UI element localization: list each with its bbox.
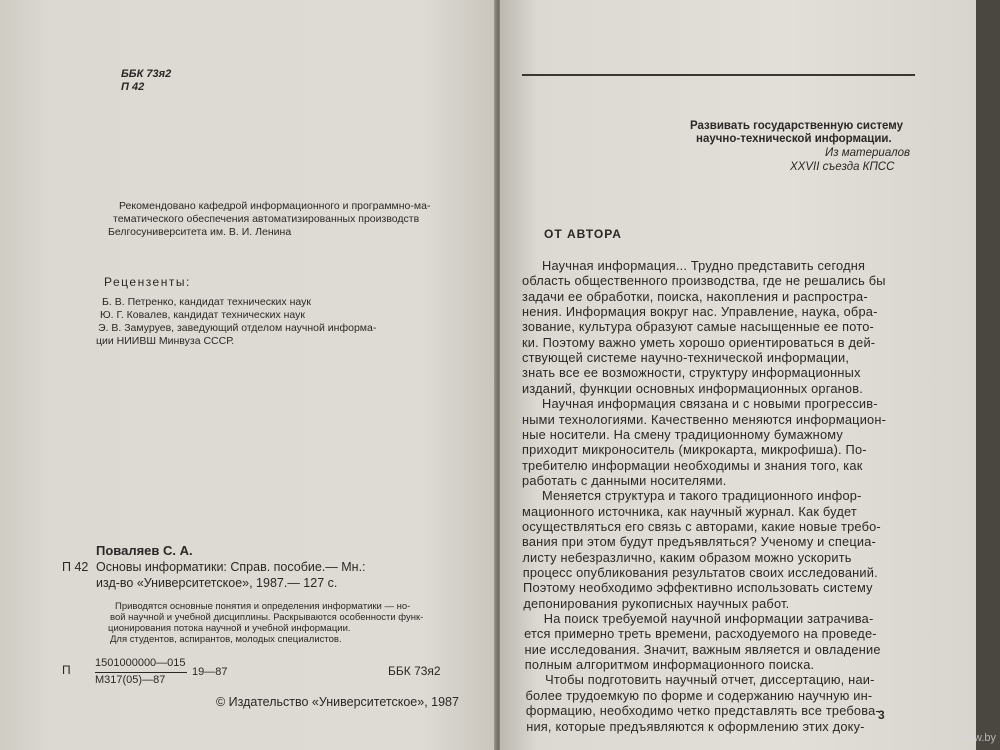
body-line: На поиск требуемой научной информации затрачива- — [543, 611, 874, 627]
catalog-line: изд-во «Университетское», 1987.— 127 с. — [96, 576, 338, 590]
bbk-code: ББК 73я2 — [121, 68, 172, 80]
body-line: знать все ее возможности, структуру информационных — [522, 365, 861, 381]
body-line: Научная информация... Трудно представить сегодня — [542, 258, 866, 273]
body-line: требителю информации необходимы и знания того, как — [522, 457, 863, 473]
reviewer: Б. В. Петренко, кандидат технических наук — [102, 296, 311, 308]
body-line: Поэтому необходимо эффективно использовать систему — [523, 580, 873, 596]
body-line: процесс опубликования результатов своих исследований. — [522, 565, 878, 580]
annotation-line: вой научной и учебной дисциплины. Раскрываются особенности функ- — [110, 612, 424, 623]
bbk-bottom: ББК 73я2 — [388, 664, 441, 678]
body-line: полным алгоритмом информационного поиска. — [524, 657, 815, 673]
left-page — [0, 0, 496, 750]
body-line: более трудоемкую по форме и содержанию научную ин- — [525, 687, 873, 703]
body-line: депонирования рукописных научных работ. — [523, 595, 790, 611]
page-number: 3 — [878, 708, 885, 722]
body-line: мационного источника, как научный журнал. Как будет — [522, 503, 857, 519]
body-line: приходит микроноситель (микрокарта, микрофиша). По- — [522, 442, 867, 458]
background-edge — [976, 0, 1000, 750]
body-line: задачи ее обработки, поиска, накопления и распростра- — [522, 288, 868, 304]
shelf-code: П 42 — [121, 81, 145, 93]
reviewers-heading: Рецензенты: — [104, 275, 191, 289]
catalog-index: П 42 — [62, 560, 89, 574]
body-line: изданий, функции основных информационных органов. — [522, 380, 863, 396]
body-line: нения. Информация вокруг нас. Управление, наука, обра- — [522, 304, 878, 320]
body-line: зование, культура образуют самые насыщенные ее пото- — [522, 319, 875, 335]
epigraph-line: научно-технической информации. — [696, 133, 892, 145]
body-line: ния, которые предъявляются к оформлению этих доку- — [526, 718, 865, 734]
body-line: листу небезразлично, каким образом можно ускорить — [522, 549, 852, 565]
body-line: ными технологиями. Качественно меняются информацион- — [522, 411, 887, 427]
right-page — [500, 0, 976, 750]
recommendation-line: Рекомендовано кафедрой информационного и программно-ма- — [119, 200, 431, 212]
annotation-line: ционирования потока научной и учебной информации. — [108, 623, 351, 634]
recommendation-line: Белгосуниверситета им. В. И. Ленина — [108, 226, 292, 238]
body-line: ствующей системе научно-технической информации, — [522, 350, 850, 366]
body-line: Меняется структура и такого традиционного инфор- — [542, 488, 862, 504]
formula-letter: П — [62, 663, 71, 677]
formula-tail: 19—87 — [192, 666, 228, 678]
formula-denominator: М317(05)—87 — [95, 674, 166, 686]
formula-numerator: 1501000000—015 — [95, 657, 186, 669]
body-line: ки. Поэтому важно уметь хорошо ориентироваться в дей- — [522, 334, 876, 350]
recommendation-line: тематического обеспечения автоматизированных производств — [113, 213, 420, 225]
epigraph-source: XXVII съезда КПСС — [790, 161, 895, 173]
header-rule — [522, 74, 915, 76]
reviewer: Э. В. Замуруев, заведующий отделом научной информа- — [98, 322, 377, 334]
body-line: область общественного производства, где не решались бы — [522, 273, 886, 289]
body-line: Чтобы подготовить научный отчет, диссертацию, наи- — [545, 672, 875, 688]
epigraph-source: Из материалов — [825, 147, 910, 159]
body-line: ние исследования. Значит, важным является и овладение — [524, 641, 881, 657]
author-name: Поваляев С. А. — [96, 543, 193, 558]
formula-fraction-bar — [95, 672, 187, 673]
section-title: ОТ АВТОРА — [544, 227, 622, 241]
copyright-notice: © Издательство «Университетское», 1987 — [216, 695, 459, 709]
epigraph-line: Развивать государственную систему — [690, 120, 903, 132]
body-line: ется примерно треть времени, расходуемого на проведе- — [524, 626, 877, 642]
body-line: формацию, необходимо четко представлять все требова- — [525, 703, 880, 719]
body-line: Научная информация связана и с новыми прогрессив- — [542, 396, 878, 412]
catalog-line: Основы информатики: Справ. пособие.— Мн.: — [96, 560, 366, 574]
reviewer: ции НИИВШ Минвуза СССР. — [96, 335, 235, 347]
body-line: вания при этом будут предъявляться? Ученому и специа- — [522, 534, 876, 550]
reviewer: Ю. Г. Ковалев, кандидат технических наук — [100, 309, 305, 321]
annotation-line: Приводятся основные понятия и определения информатики — но- — [115, 601, 411, 612]
body-line: работать с данными носителями. — [522, 472, 727, 488]
annotation-line: Для студентов, аспирантов, молодых специалистов. — [110, 634, 342, 645]
watermark: www.by — [958, 732, 996, 744]
body-line: осуществляться его связь с авторами, какие новые требо- — [522, 518, 881, 534]
body-line: ные носители. На смену традиционному бумажному — [522, 426, 844, 442]
